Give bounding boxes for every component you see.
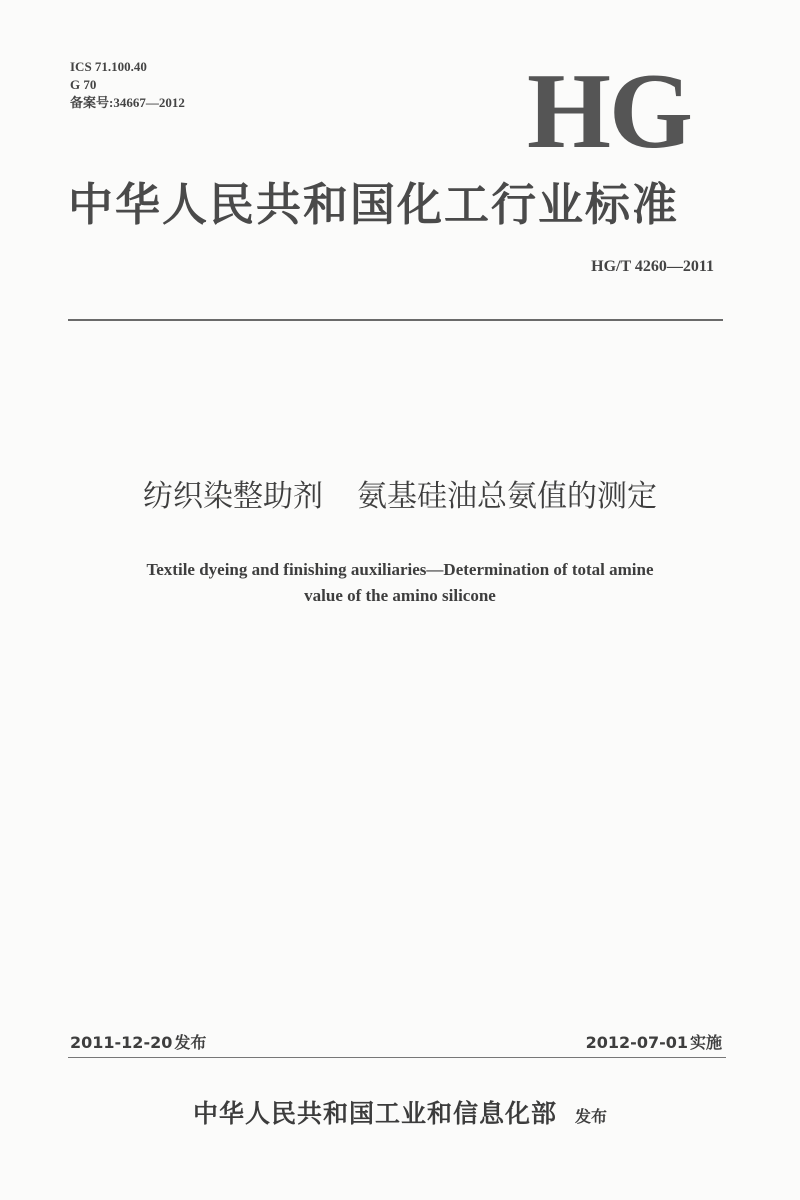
header-divider xyxy=(68,319,723,321)
publisher-action: 发布 xyxy=(575,1107,608,1126)
ics-code: ICS 71.100.40 xyxy=(70,59,147,74)
issue-label: 发布 xyxy=(174,1033,207,1052)
hg-logo: HG xyxy=(527,52,692,171)
implement-date-block xyxy=(586,1030,722,1053)
standard-number: HG/T 4260—2011 xyxy=(591,258,714,275)
publisher-org: 中华人民共和国工业和信息化部 xyxy=(192,1099,557,1128)
issue-date-block xyxy=(70,1030,206,1053)
issuer-title: 中华人民共和国化工行业标准 xyxy=(68,178,680,231)
chinese-title-part1: 纺织染整助剂 xyxy=(143,479,323,514)
english-title-line1: Textile dyeing and finishing auxiliaries—Determination of total amine xyxy=(146,560,654,579)
filing-number: 备案号:34667—2012 xyxy=(70,95,185,110)
implement-date: 2012-07-01 xyxy=(585,1033,688,1052)
chinese-title-part2: 氨基硅油总氨值的测定 xyxy=(357,479,657,514)
english-title-line2: value of the amino silicone xyxy=(304,586,496,605)
english-title xyxy=(0,557,800,609)
footer-divider xyxy=(68,1057,726,1058)
publisher-line xyxy=(0,1094,800,1130)
classification-block xyxy=(70,58,185,112)
issue-date: 2011-12-20 xyxy=(70,1033,173,1052)
implement-label: 实施 xyxy=(689,1033,722,1052)
ccs-code: G 70 xyxy=(70,77,97,92)
chinese-title xyxy=(0,474,800,520)
